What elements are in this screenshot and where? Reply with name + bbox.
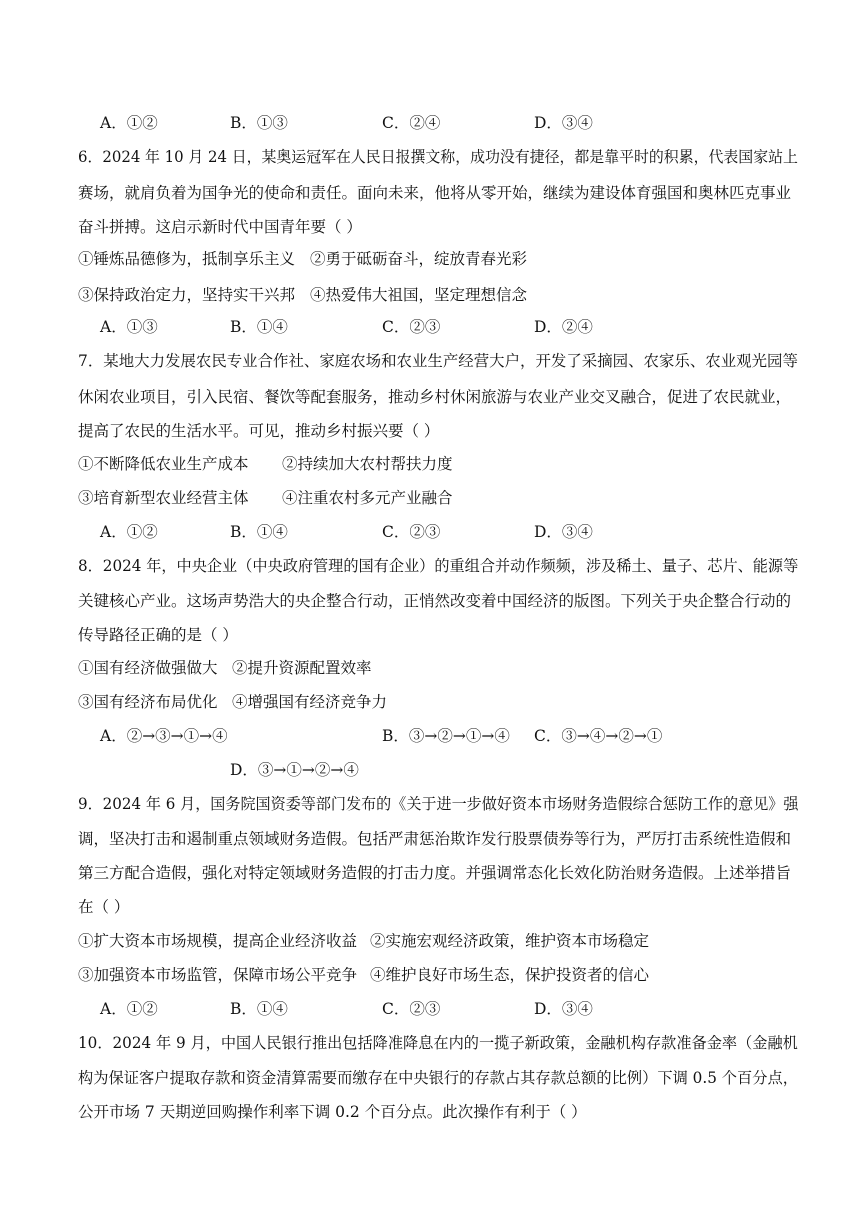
q6-stem-line-1: 6．2024 年 10 月 24 日，某奥运冠军在人民日报撰文称，成功没有捷径，都是靠平时的积累，代表国家站上 — [78, 148, 798, 166]
q9-option-d[interactable]: D．③④ — [534, 1000, 593, 1018]
q8-option-a[interactable]: A．②→③→①→④ — [100, 727, 228, 745]
q6-option-a[interactable]: A．①③ — [100, 318, 158, 336]
q8-statement-3: ③国有经济布局优化 — [78, 693, 218, 711]
q7-stem-line-3: 提高了农民的生活水平。可见，推动乡村振兴要（ ） — [78, 422, 440, 440]
q10-stem-line-1: 10．2024 年 9 月，中国人民银行推出包括降准降息在内的一揽子新政策，金融机构存款准备金率（金融机 — [78, 1034, 798, 1052]
q9-stem-line-1: 9．2024 年 6 月，国务院国资委等部门发布的《关于进一步做好资本市场财务造假综合惩防工作的意见》强 — [78, 795, 799, 813]
q7-option-c[interactable]: C．②③ — [382, 523, 441, 541]
q5-option-c[interactable]: C．②④ — [382, 114, 441, 132]
q9-statement-3: ③加强资本市场监管，保障市场公平竞争 — [78, 966, 358, 984]
q6-option-b[interactable]: B．①④ — [230, 318, 288, 336]
q6-option-c[interactable]: C．②③ — [382, 318, 441, 336]
q8-option-c[interactable]: C．③→④→②→① — [534, 727, 663, 745]
q8-option-d[interactable]: D．③→①→②→④ — [230, 761, 359, 779]
q6-stem-line-3: 奋斗拼搏。这启示新时代中国青年要（ ） — [78, 218, 362, 236]
q9-option-a[interactable]: A．①② — [100, 1000, 158, 1018]
q8-option-b[interactable]: B．③→②→①→④ — [382, 727, 510, 745]
q7-statement-2: ②持续加大农村帮扶力度 — [282, 455, 453, 473]
q8-stem-line-2: 关键核心产业。这场声势浩大的央企整合行动，正悄然改变着中国经济的版图。下列关于央企整合行动的 — [78, 592, 792, 610]
q6-statement-2: ②勇于砥砺奋斗，绽放青春光彩 — [310, 250, 528, 268]
q8-statement-1: ①国有经济做强做大 — [78, 659, 218, 677]
q7-statement-4: ④注重农村多元产业融合 — [282, 489, 453, 507]
q8-stem-line-1: 8．2024 年，中央企业（中央政府管理的国有企业）的重组合并动作频频，涉及稀土、量子、芯片、能源等 — [78, 557, 799, 575]
q7-option-b[interactable]: B．①④ — [230, 523, 288, 541]
q9-stem-line-4: 在（ ） — [78, 898, 130, 916]
q7-option-d[interactable]: D．③④ — [534, 523, 593, 541]
q7-stem-line-2: 休闲农业项目，引入民宿、餐饮等配套服务，推动乡村休闲旅游与农业产业交叉融合，促进了农民就业， — [78, 388, 792, 406]
q7-option-a[interactable]: A．①② — [100, 523, 158, 541]
q9-statement-2: ②实施宏观经济政策，维护资本市场稳定 — [370, 932, 650, 950]
q6-option-d[interactable]: D．②④ — [534, 318, 593, 336]
q8-stem-line-3: 传导路径正确的是（ ） — [78, 626, 238, 644]
q7-stem-line-1: 7．某地大力发展农民专业合作社、家庭农场和农业生产经营大户，开发了采摘园、农家乐、农业观光园等 — [78, 352, 798, 370]
q6-statement-3: ③保持政治定力，坚持实干兴邦 — [78, 286, 296, 304]
q6-statement-4: ④热爱伟大祖国，坚定理想信念 — [310, 286, 528, 304]
q10-stem-line-2: 构为保证客户提取存款和资金清算需要而缴存在中央银行的存款占其存款总额的比例）下调 0.5 个百分点， — [78, 1069, 799, 1087]
q6-statement-1: ①锤炼品德修为，抵制享乐主义 — [78, 250, 296, 268]
q5-option-a[interactable]: A．①② — [100, 114, 158, 132]
q8-statement-4: ④增强国有经济竞争力 — [232, 693, 388, 711]
q9-option-b[interactable]: B．①④ — [230, 1000, 288, 1018]
q8-statement-2: ②提升资源配置效率 — [232, 659, 372, 677]
q7-statement-1: ①不断降低农业生产成本 — [78, 455, 249, 473]
q5-option-d[interactable]: D．③④ — [534, 114, 593, 132]
q9-option-c[interactable]: C．②③ — [382, 1000, 441, 1018]
q10-stem-line-3: 公开市场 7 天期逆回购操作利率下调 0.2 个百分点。此次操作有利于（ ） — [78, 1103, 587, 1121]
q6-stem-line-2: 赛场，就肩负着为国争光的使命和责任。面向未来，他将从零开始，继续为建设体育强国和奥林匹克事业 — [78, 184, 792, 202]
q9-stem-line-3: 第三方配合造假，强化对特定领域财务造假的打击力度。并强调常态化长效化防治财务造假。上述举措旨 — [78, 864, 792, 882]
q5-option-b[interactable]: B．①③ — [230, 114, 288, 132]
q9-stem-line-2: 调，坚决打击和遏制重点领域财务造假。包括严肃惩治欺诈发行股票债券等行为，严厉打击系统性造假和 — [78, 830, 792, 848]
q9-statement-4: ④维护良好市场生态，保护投资者的信心 — [370, 966, 650, 984]
q9-statement-1: ①扩大资本市场规模，提高企业经济收益 — [78, 932, 358, 950]
q7-statement-3: ③培育新型农业经营主体 — [78, 489, 249, 507]
